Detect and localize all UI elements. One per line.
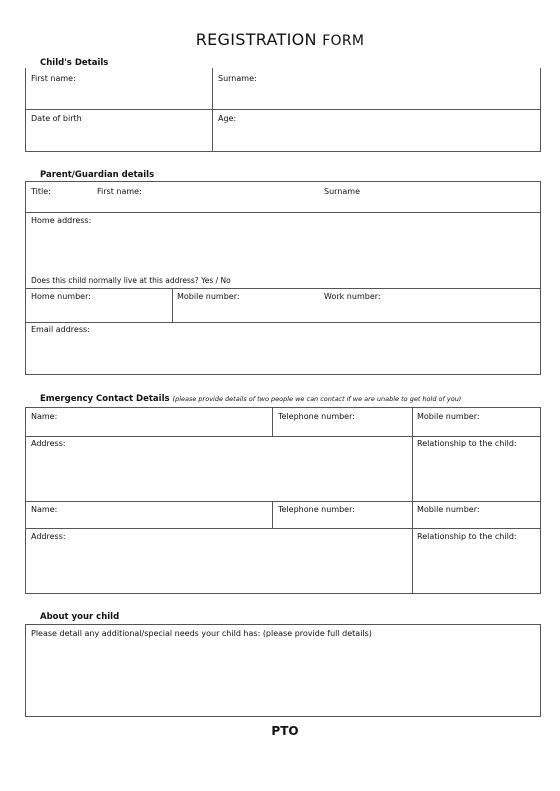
contact2-name-field[interactable]: Name: <box>31 505 58 514</box>
contact1-address-field[interactable]: Address: <box>31 439 66 448</box>
contact2-address-field[interactable]: Address: <box>31 532 66 541</box>
home-address-field[interactable]: Home address: <box>31 216 92 225</box>
childs-details-section <box>25 68 541 152</box>
emergency-contacts-section <box>25 407 541 594</box>
child-first-name-field[interactable]: First name: <box>31 74 76 83</box>
form-title <box>0 30 560 49</box>
about-child-heading: About your child <box>40 612 120 622</box>
pto-label: PTO <box>271 724 299 738</box>
contact2-relationship-field[interactable]: Relationship to the child: <box>417 532 517 541</box>
lives-at-address-question: Does this child normally live at this address? Yes / No <box>31 276 231 285</box>
mobile-number-field[interactable]: Mobile number: <box>177 292 240 301</box>
form-title-main: REGISTRATION <box>195 30 317 49</box>
email-address-field[interactable]: Email address: <box>31 325 90 334</box>
emergency-contacts-note: (please provide details of two people we can contact if we are unable to get hold of you) <box>172 395 462 403</box>
emergency-contacts-heading-text: Emergency Contact Details <box>40 394 170 404</box>
parent-details-heading: Parent/Guardian details <box>40 170 155 180</box>
special-needs-field[interactable]: Please detail any additional/special needs your child has: (please provide full details) <box>31 629 372 638</box>
parent-title-field[interactable]: Title: <box>31 187 51 196</box>
contact2-mobile-field[interactable]: Mobile number: <box>417 505 480 514</box>
home-number-field[interactable]: Home number: <box>31 292 91 301</box>
about-child-section <box>25 624 541 717</box>
contact2-telephone-field[interactable]: Telephone number: <box>278 505 355 514</box>
emergency-contacts-heading <box>40 394 461 404</box>
parent-details-section <box>25 181 541 375</box>
parent-first-name-field[interactable]: First name: <box>97 187 142 196</box>
parent-surname-field[interactable]: Surname <box>324 187 360 196</box>
childs-details-heading: Child's Details <box>40 58 109 68</box>
contact1-telephone-field[interactable]: Telephone number: <box>278 412 355 421</box>
child-dob-field[interactable]: Date of birth <box>31 114 82 123</box>
form-title-suffix: FORM <box>322 33 365 49</box>
contact1-name-field[interactable]: Name: <box>31 412 58 421</box>
contact1-relationship-field[interactable]: Relationship to the child: <box>417 439 517 448</box>
contact1-mobile-field[interactable]: Mobile number: <box>417 412 480 421</box>
child-surname-field[interactable]: Surname: <box>218 74 257 83</box>
work-number-field[interactable]: Work number: <box>324 292 381 301</box>
child-age-field[interactable]: Age: <box>218 114 237 123</box>
